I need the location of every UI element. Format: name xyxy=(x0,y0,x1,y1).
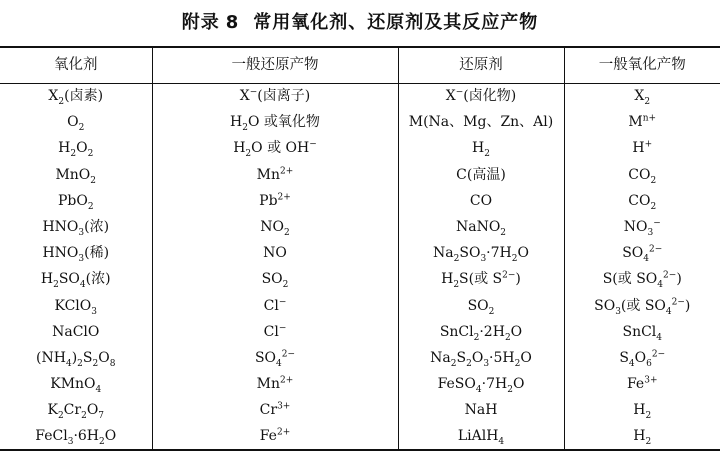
cell-oxidant: KClO$_3$ xyxy=(54,297,97,317)
header-oxidation-product: 一般氧化产物 xyxy=(564,47,720,83)
cell-oxidant: NaClO xyxy=(52,323,100,340)
cell-oxidation-product: $SO_4^{2-}$ xyxy=(564,240,720,266)
cell-reductant: $FeSO_4\cdot 7H_2O$ xyxy=(398,371,564,397)
table-row xyxy=(0,371,720,397)
cell-reduction-product: $Cr^{3+}$ xyxy=(152,397,398,423)
cell-reduction-product: $Mn^{2+}$ xyxy=(152,162,398,188)
cell-oxidant: $HNO_3$(浓) xyxy=(42,219,110,238)
cell-reductant: M(Na、Mg、Zn、Al) xyxy=(398,109,564,135)
cell-reduction-product: $Pb^{2+}$ xyxy=(152,188,398,214)
cell-oxidation-product: SnCl$_4$ xyxy=(564,319,720,345)
table-row xyxy=(0,266,720,292)
cell-oxidation-product: $SO_3$(或 $SO_4^{2-}$) xyxy=(564,293,720,319)
table-row xyxy=(0,214,720,240)
cell-reduction-product: NO xyxy=(152,240,398,266)
cell-reduction-product: $SO_4^{2-}$ xyxy=(152,345,398,371)
table-row xyxy=(0,188,720,214)
table-row xyxy=(0,293,720,319)
cell-oxidant: $HNO_3$(稀) xyxy=(42,245,110,265)
table-row xyxy=(0,345,720,371)
cell-oxidation-product: S(或 $SO_4^{2-}$) xyxy=(564,266,720,292)
cell-oxidant: $H_2O_2$ xyxy=(58,140,94,160)
cell-oxidation-product: $NO_3^-$ xyxy=(564,214,720,240)
cell-oxidant: $X_2$(卤素) xyxy=(48,88,104,108)
table-row xyxy=(0,240,720,266)
header-reductant: 还原剂 xyxy=(398,47,564,83)
header-oxidant: 氧化剂 xyxy=(54,57,98,74)
cell-reductant: $Na_2S_2O_3\cdot 5H_2O$ xyxy=(398,345,564,371)
cell-oxidation-product: $Fe^{3+}$ xyxy=(564,371,720,397)
table-row xyxy=(0,162,720,188)
cell-reduction-product: Cl− xyxy=(152,319,398,345)
cell-reductant: LiAlH$_4$ xyxy=(398,423,564,449)
appendix-prefix: 附录 xyxy=(181,12,220,33)
cell-oxidant: $(NH_4)_2S_2O_8$ xyxy=(36,349,116,369)
cell-oxidant: $O_2$ xyxy=(67,114,85,134)
cell-reduction-product: $Fe^{2+}$ xyxy=(152,423,398,449)
table-row xyxy=(0,319,720,345)
cell-reduction-product: $SO_2$ xyxy=(152,266,398,292)
appendix-title xyxy=(0,6,720,40)
cell-reduction-product: X−(卤离子) xyxy=(152,83,398,109)
cell-oxidant: MnO$_2$ xyxy=(55,166,97,186)
cell-oxidation-product: $S_4O_6^{2-}$ xyxy=(564,345,720,371)
cell-oxidation-product: $CO_2$ xyxy=(564,162,720,188)
table-body xyxy=(0,83,720,450)
table-row xyxy=(0,423,720,449)
table-row xyxy=(0,397,720,423)
cell-reduction-product: Cl− xyxy=(152,293,398,319)
cell-oxidant: $H_2SO_4$(浓) xyxy=(40,271,111,291)
cell-reductant: X−(卤化物) xyxy=(398,83,564,109)
cell-reductant: $H_2$ xyxy=(398,135,564,161)
cell-oxidation-product: $CO_2$ xyxy=(564,188,720,214)
table-row xyxy=(0,109,720,135)
cell-oxidation-product: $H_2$ xyxy=(564,397,720,423)
cell-oxidation-product: $H_2$ xyxy=(564,423,720,449)
cell-reductant: $H_2S$(或 $S^{2-}$) xyxy=(398,266,564,292)
cell-oxidation-product: H+ xyxy=(564,135,720,161)
cell-reductant: CO xyxy=(398,188,564,214)
appendix-number: 8 xyxy=(225,12,240,33)
cell-reductant: $Na_2SO_3\cdot 7H_2O$ xyxy=(398,240,564,266)
cell-oxidant: $FeCl_3\cdot 6H_2O$ xyxy=(35,428,117,447)
cell-oxidation-product: $X_2$ xyxy=(564,83,720,109)
cell-reduction-product: $NO_2$ xyxy=(152,214,398,240)
cell-oxidant: $K_2Cr_2O_7$ xyxy=(47,402,105,422)
appendix-title-text: 常用氧化剂、还原剂及其反应产物 xyxy=(253,12,539,33)
cell-oxidant: PbO$_2$ xyxy=(57,192,94,212)
redox-table xyxy=(0,46,720,451)
cell-reductant: C(高温) xyxy=(398,162,564,188)
cell-oxidation-product: $M^{n+}$ xyxy=(564,109,720,135)
cell-reduction-product: $Mn^{2+}$ xyxy=(152,371,398,397)
cell-reductant: NaH xyxy=(398,397,564,423)
cell-reductant: $SO_2$ xyxy=(398,293,564,319)
table-row xyxy=(0,83,720,109)
cell-reduction-product: $H_2O$ 或氧化物 xyxy=(152,109,398,135)
cell-oxidant: KMnO$_4$ xyxy=(50,376,102,395)
header-reduction-product: 一般还原产物 xyxy=(152,47,398,83)
cell-reduction-product: $H_2O$ 或 OH− xyxy=(152,135,398,161)
cell-reductant: $SnCl_2\cdot 2H_2O$ xyxy=(398,319,564,345)
table-header-row xyxy=(0,47,720,83)
cell-reductant: NaNO$_2$ xyxy=(398,214,564,240)
table-row xyxy=(0,135,720,161)
